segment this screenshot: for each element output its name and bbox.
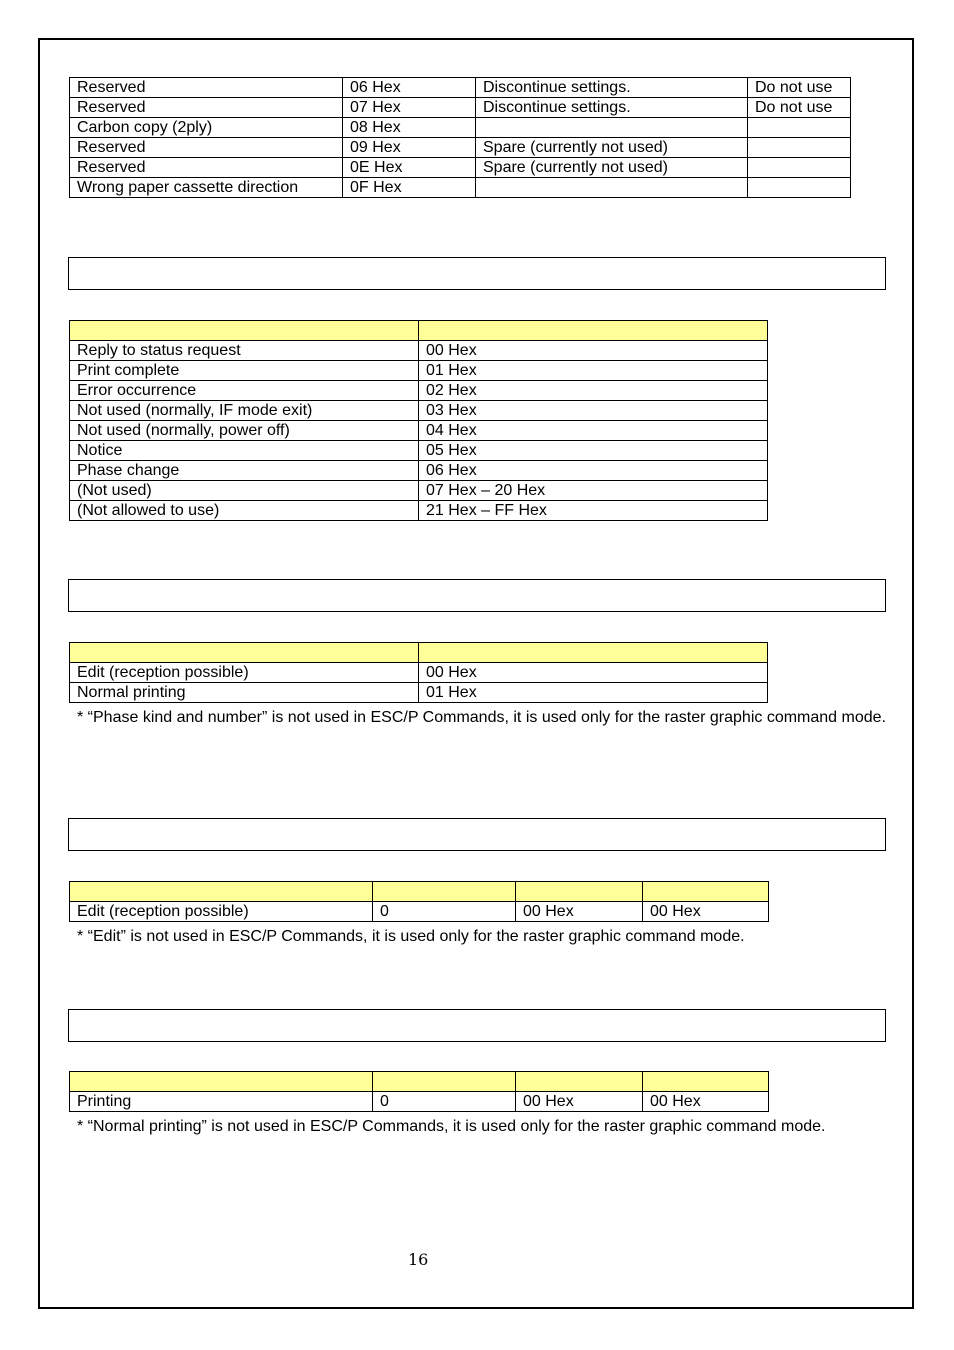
header-cell (419, 643, 768, 663)
header-cell (70, 321, 419, 341)
cell: 01 Hex (419, 361, 768, 381)
table-row (70, 1092, 769, 1112)
table-row (70, 341, 768, 361)
cell: 0F Hex (343, 178, 476, 198)
cell: 00 Hex (643, 902, 769, 922)
table-row (70, 178, 851, 198)
section-heading-box (68, 1009, 886, 1042)
status-code-table (69, 77, 851, 198)
cell: 00 Hex (516, 902, 643, 922)
table-row (70, 481, 768, 501)
header-cell (643, 882, 769, 902)
table-row (70, 902, 769, 922)
table-header-row (70, 643, 768, 663)
phase-kind-note: * “Phase kind and number” is not used in ESC/P Commands, it is used only for the raster graphic command mode. (77, 709, 886, 726)
cell: Error occurrence (70, 381, 419, 401)
cell (748, 158, 851, 178)
cell: Wrong paper cassette direction (70, 178, 343, 198)
table-row (70, 138, 851, 158)
cell: 02 Hex (419, 381, 768, 401)
cell: 05 Hex (419, 441, 768, 461)
table-row (70, 461, 768, 481)
table-row (70, 158, 851, 178)
section-heading-box (68, 818, 886, 851)
cell: 0 (373, 1092, 516, 1112)
cell: Spare (currently not used) (476, 158, 748, 178)
cell: 21 Hex – FF Hex (419, 501, 768, 521)
table-row (70, 501, 768, 521)
header-cell (70, 643, 419, 663)
header-cell (419, 321, 768, 341)
cell: 01 Hex (419, 683, 768, 703)
cell: Not used (normally, power off) (70, 421, 419, 441)
cell: 0 (373, 902, 516, 922)
cell: Reserved (70, 138, 343, 158)
cell: 00 Hex (516, 1092, 643, 1112)
header-cell (643, 1072, 769, 1092)
cell: Reserved (70, 98, 343, 118)
status-type-table (69, 320, 768, 521)
cell: 06 Hex (419, 461, 768, 481)
cell: (Not allowed to use) (70, 501, 419, 521)
table-row (70, 441, 768, 461)
section-heading-box (68, 257, 886, 290)
cell: Printing (70, 1092, 373, 1112)
table-row (70, 381, 768, 401)
header-cell (373, 1072, 516, 1092)
cell: Edit (reception possible) (70, 902, 373, 922)
cell: Spare (currently not used) (476, 138, 748, 158)
section-heading-box (68, 579, 886, 612)
cell: 08 Hex (343, 118, 476, 138)
cell: Edit (reception possible) (70, 663, 419, 683)
page-number: 16 (408, 1250, 429, 1269)
cell: Phase change (70, 461, 419, 481)
table-row (70, 401, 768, 421)
cell: 00 Hex (419, 341, 768, 361)
phase-type-table (69, 642, 768, 703)
cell: Normal printing (70, 683, 419, 703)
cell: 03 Hex (419, 401, 768, 421)
cell: Discontinue settings. (476, 98, 748, 118)
header-cell (70, 882, 373, 902)
table-row (70, 663, 768, 683)
cell: 00 Hex (643, 1092, 769, 1112)
cell: 04 Hex (419, 421, 768, 441)
cell: (Not used) (70, 481, 419, 501)
cell: Reply to status request (70, 341, 419, 361)
header-cell (516, 1072, 643, 1092)
table-row (70, 118, 851, 138)
cell: 06 Hex (343, 78, 476, 98)
table-row (70, 361, 768, 381)
normal-printing-note: * “Normal printing” is not used in ESC/P Commands, it is used only for the raster graphic command mode. (77, 1118, 826, 1135)
table-row (70, 98, 851, 118)
cell: Do not use (748, 98, 851, 118)
cell: 0E Hex (343, 158, 476, 178)
cell: 00 Hex (419, 663, 768, 683)
cell (748, 178, 851, 198)
cell (748, 118, 851, 138)
cell (748, 138, 851, 158)
header-cell (373, 882, 516, 902)
header-cell (70, 1072, 373, 1092)
header-cell (516, 882, 643, 902)
cell (476, 178, 748, 198)
cell (476, 118, 748, 138)
edit-phase-table (69, 881, 769, 922)
cell: 07 Hex – 20 Hex (419, 481, 768, 501)
cell: 09 Hex (343, 138, 476, 158)
table-header-row (70, 1072, 769, 1092)
cell: Not used (normally, IF mode exit) (70, 401, 419, 421)
table-header-row (70, 321, 768, 341)
cell: Notice (70, 441, 419, 461)
table-row (70, 683, 768, 703)
cell: Print complete (70, 361, 419, 381)
table-row (70, 78, 851, 98)
cell: Do not use (748, 78, 851, 98)
printing-phase-table (69, 1071, 769, 1112)
table-header-row (70, 882, 769, 902)
cell: Reserved (70, 78, 343, 98)
cell: 07 Hex (343, 98, 476, 118)
table-row (70, 421, 768, 441)
cell: Discontinue settings. (476, 78, 748, 98)
cell: Carbon copy (2ply) (70, 118, 343, 138)
cell: Reserved (70, 158, 343, 178)
edit-note: * “Edit” is not used in ESC/P Commands, it is used only for the raster graphic command mode. (77, 928, 745, 945)
